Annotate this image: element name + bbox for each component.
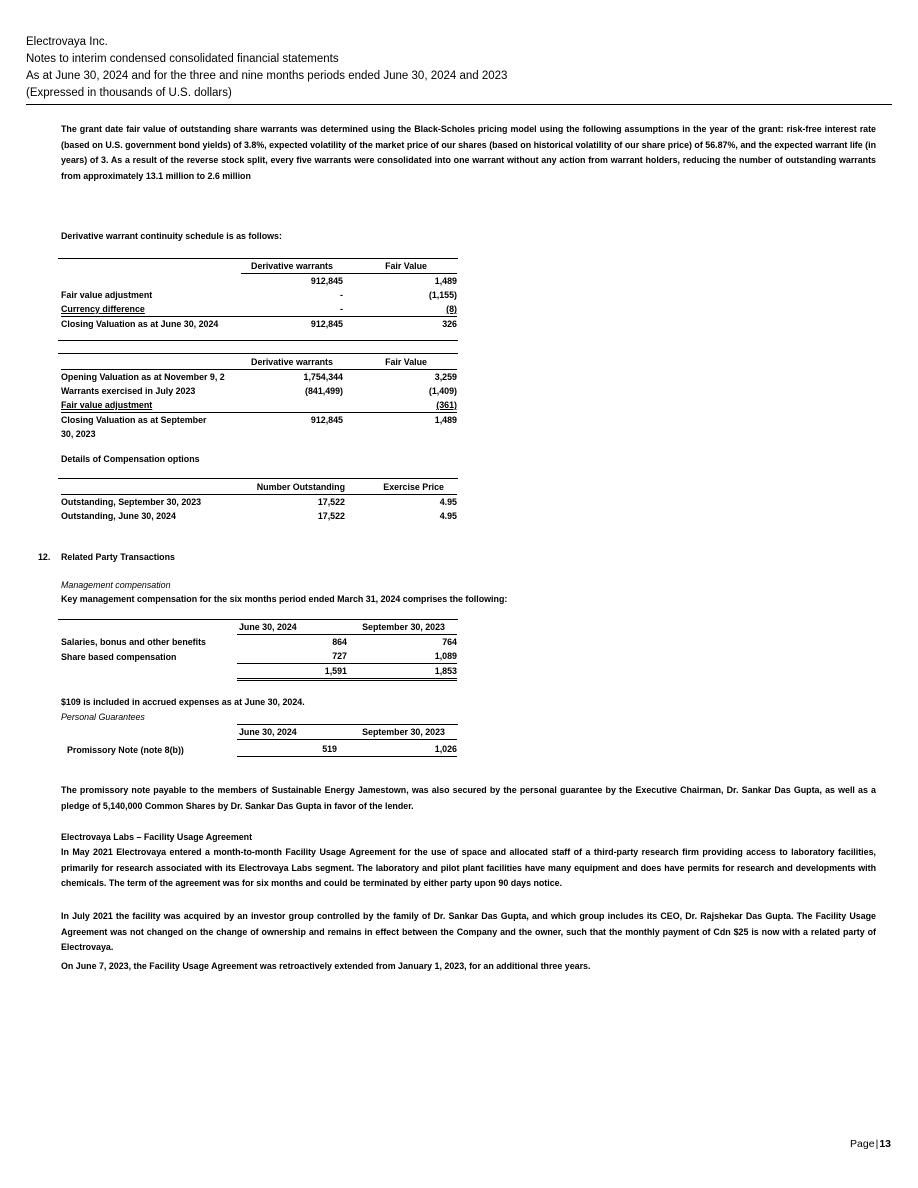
table-row bbox=[61, 398, 457, 413]
row-label: Closing Valuation as at June 30, 2024 bbox=[61, 317, 241, 332]
table-row bbox=[61, 370, 457, 385]
cell-value: (841,499) bbox=[305, 386, 343, 396]
cell-value: 912,845 bbox=[241, 317, 343, 332]
page-separator: | bbox=[875, 1138, 879, 1150]
row-label bbox=[61, 413, 241, 442]
header-line-3: As at June 30, 2024 and for the three and nine months periods ended June 30, 2024 and 2023 bbox=[26, 70, 508, 82]
cell-value: 17,522 bbox=[317, 511, 345, 521]
column-header: June 30, 2024 bbox=[237, 725, 347, 740]
promissory-paragraph: The promissory note payable to the members of Sustainable Energy Jamestown, was also secured by the personal guarantee by the Executive Chairman, Dr. Sankar Das Gupta, as well as a pledge of 5,140,000 Common Shares by Dr. Sankar Das Gupta in favor of the lender. bbox=[61, 785, 876, 811]
personal-guarantees-title: Personal Guarantees bbox=[61, 712, 145, 722]
row-label: Warrants exercised in July 2023 bbox=[61, 386, 196, 396]
cell-value: 727 bbox=[332, 651, 347, 661]
table-row bbox=[61, 413, 457, 442]
cell-value: 1,026 bbox=[347, 740, 457, 757]
table-header-row bbox=[61, 259, 457, 274]
column-header: Number Outstanding bbox=[256, 482, 345, 492]
table-header-row bbox=[61, 355, 457, 370]
table-header-row bbox=[61, 620, 457, 635]
table3-top-rule bbox=[58, 478, 458, 479]
cell-value: 1,853 bbox=[347, 664, 457, 680]
row-label: Outstanding, June 30, 2024 bbox=[61, 511, 176, 521]
cell-value: (361) bbox=[436, 400, 457, 410]
row-label-line-1: Closing Valuation as at September bbox=[61, 415, 207, 425]
labs-heading: Electrovaya Labs – Facility Usage Agreement bbox=[61, 832, 253, 842]
table-row bbox=[61, 384, 457, 398]
row-label: Share based compensation bbox=[61, 651, 177, 662]
column-header: Fair Value bbox=[385, 357, 427, 367]
row-label: Promissory Note (note 8(b)) bbox=[67, 744, 184, 755]
cell-value bbox=[241, 398, 343, 413]
row-label: Fair value adjustment bbox=[61, 400, 153, 410]
section-number: 12. bbox=[38, 552, 51, 562]
table-header-row bbox=[61, 480, 457, 495]
cell-value: - bbox=[340, 290, 343, 300]
row-label: Opening Valuation as at November 9, 2 bbox=[61, 370, 241, 385]
cell-value: 912,845 bbox=[241, 413, 343, 442]
cell-value: 864 bbox=[332, 637, 347, 647]
header-rule bbox=[26, 104, 892, 105]
header-line-2: Notes to interim condensed consolidated financial statements bbox=[26, 53, 339, 65]
table-row bbox=[61, 317, 457, 332]
cell-value: 1,489 bbox=[343, 413, 457, 442]
management-compensation-table bbox=[61, 620, 457, 681]
table-row bbox=[61, 288, 457, 302]
column-header: Exercise Price bbox=[383, 482, 444, 492]
cell-value: 1,489 bbox=[434, 276, 457, 286]
cell-value: (1,409) bbox=[428, 386, 457, 396]
row-label: Currency difference bbox=[61, 304, 145, 314]
derivative-table-1 bbox=[61, 259, 457, 331]
table2-top-rule bbox=[58, 353, 458, 354]
company-name: Electrovaya Inc. bbox=[26, 36, 108, 48]
cell-value: 1,089 bbox=[434, 651, 457, 661]
header-line-4: (Expressed in thousands of U.S. dollars) bbox=[26, 87, 232, 99]
column-header: September 30, 2023 bbox=[347, 620, 457, 635]
page-label: Page bbox=[850, 1138, 875, 1150]
table-row bbox=[61, 495, 457, 510]
column-header: September 30, 2023 bbox=[347, 725, 457, 740]
table-row bbox=[61, 740, 457, 757]
row-label bbox=[61, 274, 241, 289]
page-footer bbox=[850, 1138, 891, 1150]
cell-value: 519 bbox=[237, 740, 347, 757]
personal-guarantees-table bbox=[61, 725, 457, 757]
intro-paragraph: The grant date fair value of outstanding share warrants was determined using the Black-Scholes pricing model using the following assumptions in the year of the grant: risk-free interest rate (based on U.S. government bond yields) of 3.8%, expected volatility of the market price of our shares (based on historical volatility of our share price) of 56.87%, and the expected warrant life (in years) of 3. As a result of the reverse stock split, every five warrants were consolidated into one warrant without any action from warrant holders, reducing the number of outstanding warrants from approximately 13.1 million to 2.6 million bbox=[61, 124, 876, 181]
table-row bbox=[61, 274, 457, 289]
column-header: Derivative warrants bbox=[251, 357, 333, 367]
labs-paragraph-3: On June 7, 2023, the Facility Usage Agreement was retroactively extended from January 1, 2023, for an additional three years. bbox=[61, 961, 591, 971]
table-header-row bbox=[61, 725, 457, 740]
cell-value: - bbox=[340, 304, 343, 314]
page-number: 13 bbox=[879, 1138, 891, 1150]
table-row bbox=[61, 509, 457, 523]
table-row bbox=[61, 635, 457, 650]
management-compensation-title: Management compensation bbox=[61, 580, 171, 590]
row-label: Fair value adjustment bbox=[61, 290, 153, 300]
accrued-note: $109 is included in accrued expenses as at June 30, 2024. bbox=[61, 697, 305, 707]
section-title: Related Party Transactions bbox=[61, 552, 175, 562]
row-label: Salaries, bonus and other benefits bbox=[61, 637, 206, 647]
document-header bbox=[26, 34, 507, 102]
cell-value: (8) bbox=[446, 304, 457, 314]
cell-value: 1,754,344 bbox=[241, 370, 343, 385]
compensation-table bbox=[61, 480, 457, 523]
derivative-heading: Derivative warrant continuity schedule is as follows: bbox=[61, 231, 282, 241]
compensation-heading: Details of Compensation options bbox=[61, 454, 200, 464]
cell-value: 912,845 bbox=[310, 276, 343, 286]
cell-value: 4.95 bbox=[439, 511, 457, 521]
row-label: Outstanding, September 30, 2023 bbox=[61, 495, 241, 510]
cell-value: 4.95 bbox=[345, 495, 457, 510]
column-header: Fair Value bbox=[343, 259, 457, 274]
derivative-table-2 bbox=[61, 355, 457, 441]
row-label bbox=[61, 664, 237, 680]
management-compensation-text: Key management compensation for the six months period ended March 31, 2024 comprises the following: bbox=[61, 594, 508, 604]
cell-value: 17,522 bbox=[241, 495, 345, 510]
cell-value: 764 bbox=[442, 637, 457, 647]
cell-value: 326 bbox=[343, 317, 457, 332]
cell-value: 1,591 bbox=[237, 664, 347, 680]
cell-value: (1,155) bbox=[428, 290, 457, 300]
row-label-line-2: 30, 2023 bbox=[61, 429, 96, 439]
cell-value: 3,259 bbox=[343, 370, 457, 385]
table-row bbox=[61, 649, 457, 664]
column-header: June 30, 2024 bbox=[237, 620, 347, 635]
table1-bottom-rule bbox=[58, 340, 458, 341]
labs-paragraph-2: In July 2021 the facility was acquired by an investor group controlled by the family of Dr. Sankar Das Gupta, and which group includes its CEO, Dr. Rajshekar Das Gupta. The Facility Usage Agreement was not changed on the change of ownership and remains in effect between the Company and the owner, such that the monthly payment of Cdn $25 is now with a related party of Electrovaya. bbox=[61, 911, 876, 952]
table-row-total bbox=[61, 664, 457, 680]
column-header: Derivative warrants bbox=[241, 259, 343, 274]
labs-paragraph-1: In May 2021 Electrovaya entered a month-to-month Facility Usage Agreement for the use of space and allocated staff of a third-party research firm providing access to laboratory facilities, primarily for research associated with its Electrovaya Labs segment. The laboratory and pilot plant facilities have many equipment and does have permits for research and developments with chemicals. The term of the agreement was for six months and could be terminated by either party upon 90 days notice. bbox=[61, 847, 876, 888]
table-row bbox=[61, 302, 457, 317]
